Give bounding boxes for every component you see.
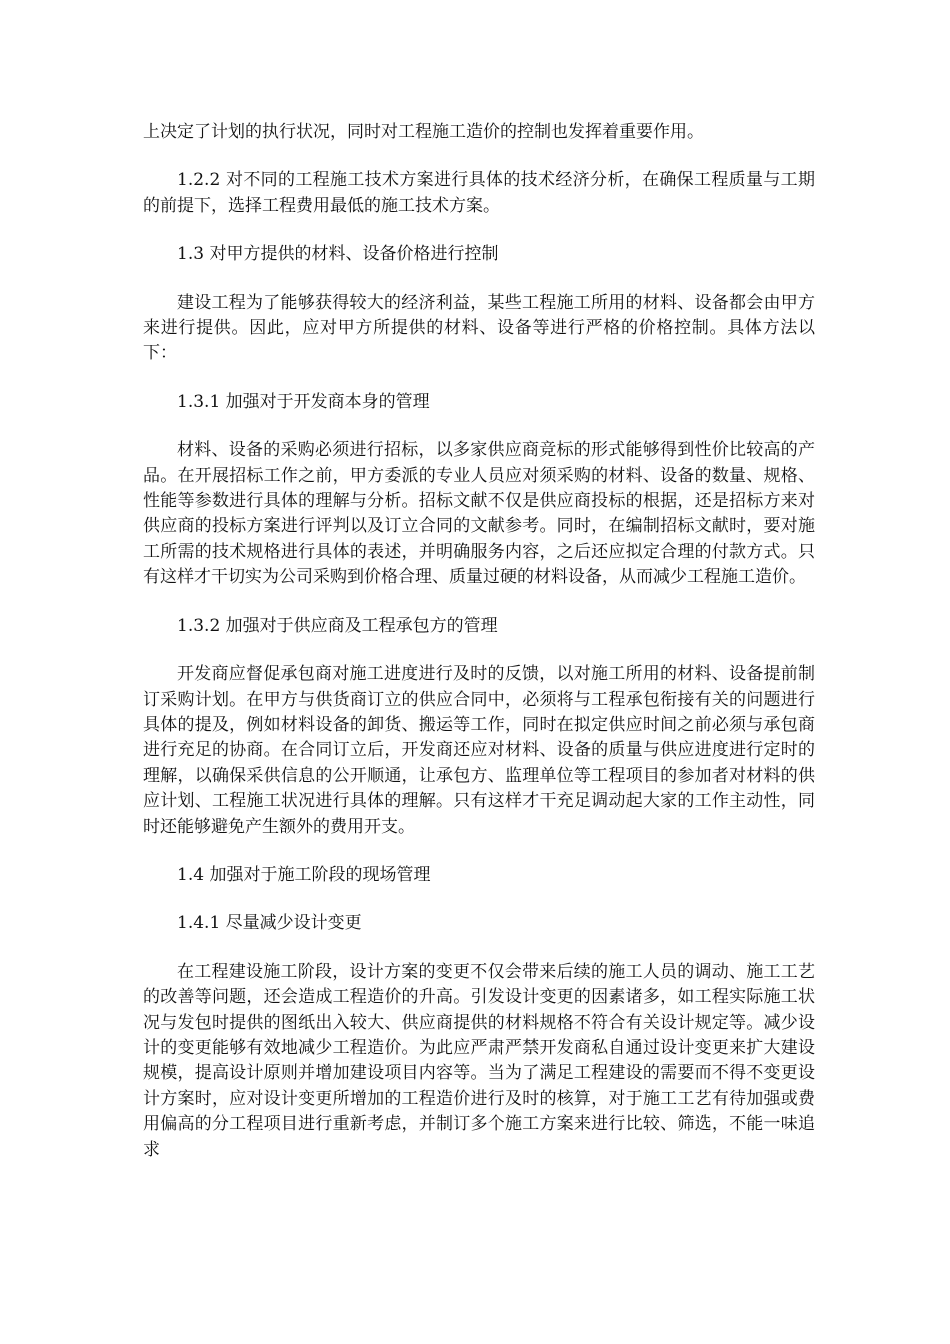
paragraph-1-3-2-body: 开发商应督促承包商对施工进度进行及时的反馈，以对施工所用的材料、设备提前制订采购计划。在甲方与供货商订立的供应合同中，必须将与工程承包衔接有关的问题进行具体的提及，例如材料设备的卸货、搬运等工作，同时在拟定供应时间之前必须与承包商进行充足的协商。在合同订立后，开发商还应对材料、设备的质量与供应进度进行定时的理解，以确保采供信息的公开顺通，让承包方、监理单位等工程项目的参加者对材料的供应计划、工程施工状况进行具体的理解。只有这样才干充足调动起大家的工作主动性，同时还能够避免产生额外的费用开支。 xyxy=(143,664,815,837)
paragraph-1-4-1-body: 在工程建设施工阶段，设计方案的变更不仅会带来后续的施工人员的调动、施工工艺的改善等问题，还会造成工程造价的升高。引发设计变更的因素诸多，如工程实际施工状况与发包时提供的图纸出入较大、供应商提供的材料规格不符合有关设计规定等。减少设计的变更能够有效地减少工程造价。为此应严肃严禁开发商私自通过设计变更来扩大建设规模，提高设计原则并增加建设项目内容等。当为了满足工程建设的需要而不得不变更设计方案时，应对设计变更所增加的工程造价进行及时的核算，对于施工工艺有待加强或费用偏高的分工程项目进行重新考虑，并制订多个施工方案来进行比较、筛选，不能一味追求 xyxy=(143,961,815,1160)
section-heading-1-3-2: 1.3.2 加强对于供应商及工程承包方的管理 xyxy=(177,615,498,636)
section-heading-1-4-1: 1.4.1 尽量减少设计变更 xyxy=(177,913,362,934)
section-heading-1-3-1: 1.3.1 加强对于开发商本身的管理 xyxy=(177,391,430,412)
section-heading-1-3: 1.3 对甲方提供的材料、设备价格进行控制 xyxy=(177,244,499,265)
paragraph-1-2-2: 1.2.2 对不同的工程施工技术方案进行具体的技术经济分析，在确保工程质量与工期的前提下，选择工程费用最低的施工技术方案。 xyxy=(143,170,815,216)
paragraph-1-3-1-body: 材料、设备的采购必须进行招标，以多家供应商竞标的形式能够得到性价比较高的产品。在开展招标工作之前，甲方委派的专业人员应对须采购的材料、设备的数量、规格、性能等参数进行具体的理解与分析。招标文献不仅是供应商投标的根据，还是招标方来对供应商的投标方案进行评判以及订立合同的文献参考。同时，在编制招标文献时，要对施工所需的技术规格进行具体的表述，并明确服务内容，之后还应拟定合理的付款方式。只有这样才干切实为公司采购到价格合理、质量过硬的材料设备，从而减少工程施工造价。 xyxy=(143,440,815,588)
paragraph-1-3-body: 建设工程为了能够获得较大的经济利益，某些工程施工所用的材料、设备都会由甲方来进行提供。因此，应对甲方所提供的材料、设备等进行严格的价格控制。具体方法以下： xyxy=(143,292,815,364)
section-heading-1-4: 1.4 加强对于施工阶段的现场管理 xyxy=(177,864,431,885)
document-body xyxy=(143,120,815,1186)
paragraph-continued: 上决定了计划的执行状况，同时对工程施工造价的控制也发挥着重要作用。 xyxy=(143,122,704,142)
